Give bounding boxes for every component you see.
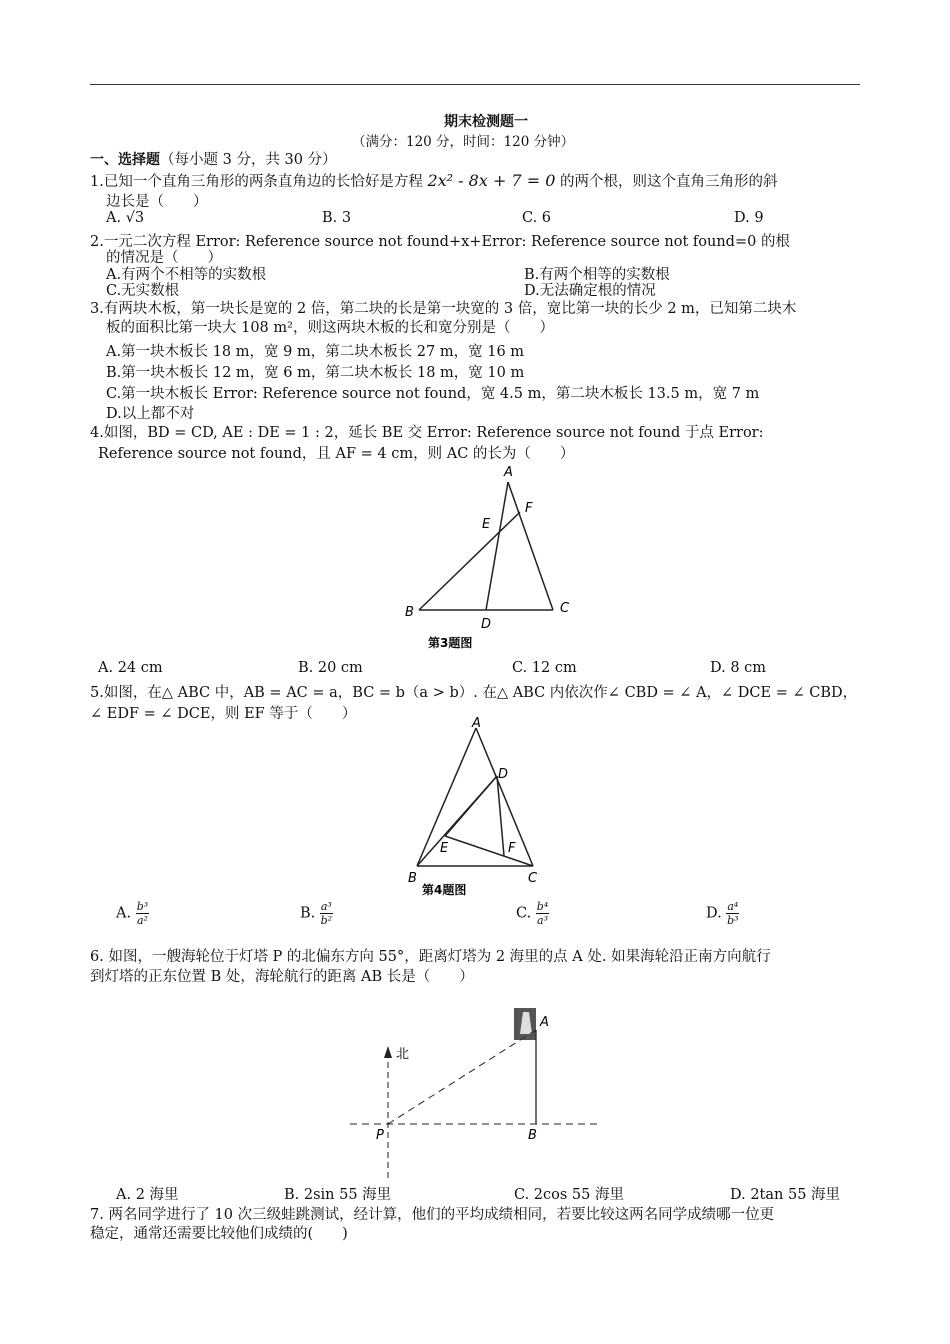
q4-label-E: E [482,517,491,532]
q2-option-d[interactable]: D.无法确定根的情况 [524,283,656,299]
q5-c-label: C. [516,905,532,922]
q5-d-label: D. [706,905,722,922]
q5-line1: 5.如图，在△ ABC 中，AB = AC = a，BC = b（a > b）. 在△ ABC 内依次作∠ CBD = ∠ A，∠ DCE = ∠ CBD， [90,685,858,701]
q3-line2: 板的面积比第一块大 108 m²，则这两块木板的长和宽分别是（ ） [106,320,554,336]
q5-label-C: C [528,871,538,886]
q5-d-fraction [726,900,739,927]
q5-label-E: E [440,841,449,856]
q5-line-CE [445,836,533,866]
q5-b-num: a³ [320,900,332,913]
q5-option-a[interactable] [116,900,149,927]
q5-label-A: A [472,716,481,731]
q5-figure [402,716,552,898]
q6-option-b[interactable]: B. 2sin 55 海里 [284,1187,392,1203]
q5-line-AC [476,728,533,866]
q5-a-den: a² [136,914,148,927]
section-note: （每小题 3 分，共 30 分） [160,152,337,168]
q6-option-d[interactable]: D. 2tan 55 海里 [730,1187,841,1203]
q1-option-d[interactable]: D. 9 [734,210,764,226]
q4-option-a[interactable]: A. 24 cm [98,660,163,676]
q5-a-num: b³ [136,900,149,913]
q2-line1: 2.一元二次方程 Error: Reference source not found+x+Error: Reference source not found=0 的根 [90,234,790,250]
q4-label-A: A [504,465,513,480]
q3-option-a[interactable]: A.第一块木板长 18 m，宽 9 m，第二块木板长 27 m，宽 16 m [106,344,525,360]
q4-label-C: C [560,601,570,616]
q3-option-d[interactable]: D.以上都不对 [106,406,195,422]
q6-option-a[interactable]: A. 2 海里 [116,1187,179,1203]
q6-label-P: P [376,1128,384,1143]
page-subtitle: （满分：120 分，时间：120 分钟） [352,134,575,150]
q4-line-AD [486,482,508,610]
q5-line-DE [445,776,497,836]
q5-b-fraction [320,900,333,927]
q4-option-c[interactable]: C. 12 cm [512,660,577,676]
q6-option-c[interactable]: C. 2cos 55 海里 [514,1187,624,1203]
q1-option-c[interactable]: C. 6 [522,210,552,226]
q5-d-num: a⁴ [727,900,739,913]
q3-option-c[interactable]: C.第一块木板长 Error: Reference source not found，宽 4.5 m，第二块木板长 13.5 m，宽 7 m [106,386,760,402]
q5-label-B: B [408,871,417,886]
q5-c-fraction [536,900,549,927]
q5-line2: ∠ EDF = ∠ DCE，则 EF 等于（ ） [90,706,357,722]
section-heading [90,148,337,169]
q1-line1 [90,170,777,191]
q5-label-D: D [498,767,509,782]
q1-line2: 边长是（ ） [106,194,208,210]
q4-label-D: D [481,617,492,632]
q6-line1: 6. 如图，一艘海轮位于灯塔 P 的北偏东方向 55°，距离灯塔为 2 海里的点 A 处. 如果海轮沿正南方向航行 [90,949,771,965]
q6-line2: 到灯塔的正东位置 B 处，海轮航行的距离 AB 长是（ ） [90,969,474,985]
q1-option-b[interactable]: B. 3 [322,210,352,226]
page-title: 期末检测题一 [444,114,528,130]
q4-option-d[interactable]: D. 8 cm [710,660,767,676]
q6-figure [340,1000,610,1184]
q4-option-b[interactable]: B. 20 cm [298,660,363,676]
q3-line1: 3.有两块木板，第一块长是宽的 2 倍，第二块的长是第一块宽的 3 倍，宽比第一块的长少 2 m，已知第二块木 [90,301,797,317]
q5-c-den: a³ [537,914,548,927]
section-title: 一、选择题 [90,152,160,168]
q5-a-label: A. [116,905,132,922]
q5-option-b[interactable] [300,900,333,927]
q6-label-B: B [528,1128,537,1143]
q6-line-PA [388,1030,536,1124]
q6-label-north: 北 [396,1047,410,1062]
q5-a-fraction [136,900,149,927]
q5-label-F: F [508,841,516,856]
q2-option-a[interactable]: A.有两个不相等的实数根 [106,267,267,283]
q5-d-den: b³ [727,914,739,927]
q4-line2: Reference source not found，且 AF = 4 cm，则 AC 的长为（ ） [98,446,575,462]
q5-b-den: b² [320,914,333,927]
q1-text-b: 的两个根，则这个直角三角形的斜 [559,174,778,190]
q4-figure [395,462,585,658]
top-rule [90,84,860,85]
q5-c-num: b⁴ [536,900,549,913]
q1-equation: 2x² - 8x + 7 = 0 [427,171,556,190]
q4-line-BF [419,512,520,610]
q5-option-c[interactable] [516,900,549,927]
q7-line2: 稳定，通常还需要比较他们成绩的( ) [90,1226,348,1242]
north-arrow-icon [384,1046,392,1058]
q5-caption: 第4题图 [422,883,467,897]
q2-option-c[interactable]: C.无实数根 [106,283,180,299]
q4-label-F: F [525,501,533,516]
q1-text: 1.已知一个直角三角形的两条直角边的长恰好是方程 [90,174,423,190]
q4-caption: 第3题图 [428,636,473,650]
q1-option-a[interactable]: A. √3 [106,210,145,226]
q4-line1: 4.如图，BD = CD, AE : DE = 1 : 2，延长 BE 交 Error: Reference source not found 于点 Error: [90,425,764,441]
q2-line2: 的情况是（ ） [106,250,222,266]
q2-option-b[interactable]: B.有两个相等的实数根 [524,267,670,283]
q5-b-label: B. [300,905,316,922]
q7-line1: 7. 两名同学进行了 10 次三级蛙跳测试，经计算，他们的平均成绩相同，若要比较这两名同学成绩哪一位更 [90,1207,775,1223]
q6-label-A: A [540,1015,549,1030]
q5-option-d[interactable] [706,900,739,927]
q4-label-B: B [405,605,414,620]
q3-option-b[interactable]: B.第一块木板长 12 m，宽 6 m，第二块木板长 18 m，宽 10 m [106,365,525,381]
